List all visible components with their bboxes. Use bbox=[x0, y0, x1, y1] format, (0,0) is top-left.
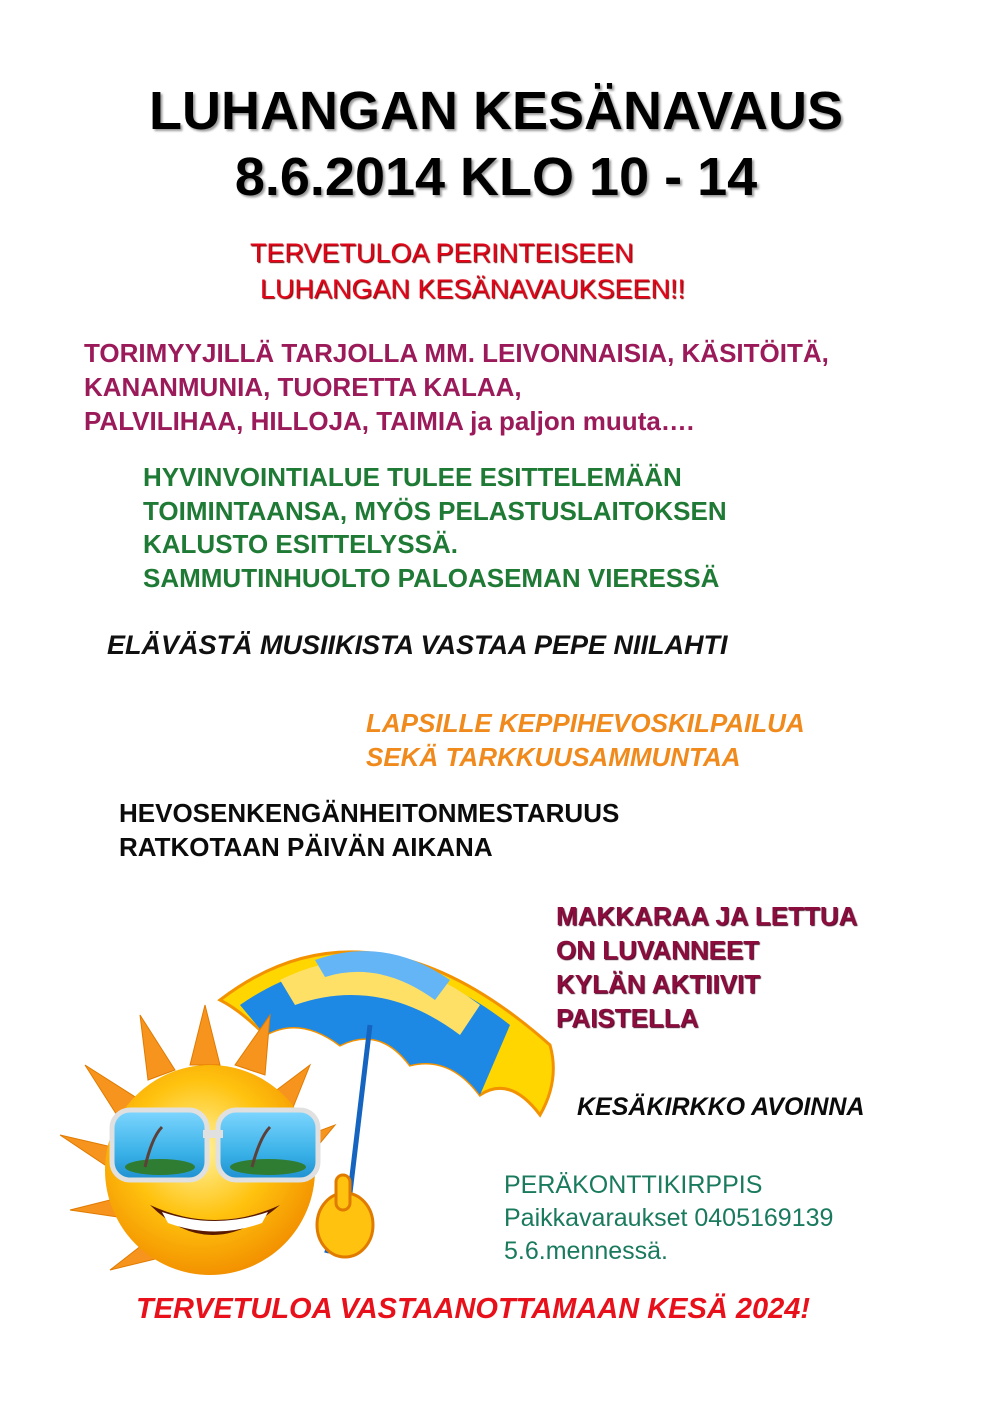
horseshoe-line-1: HEVOSENKENGÄNHEITONMESTARUUS bbox=[119, 798, 620, 828]
flea-line-3: 5.6.mennessä. bbox=[504, 1237, 668, 1265]
thumbs-up-hand-icon bbox=[317, 1175, 373, 1257]
vendors-line-3: PALVILIHAA, HILLOJA, TAIMIA ja paljon muuta…. bbox=[84, 406, 695, 436]
kids-line-2: SEKÄ TARKKUUSAMMUNTAA bbox=[366, 742, 741, 772]
title-line-2: 8.6.2014 KLO 10 - 14 bbox=[234, 147, 758, 207]
live-music-text: ELÄVÄSTÄ MUSIIKISTA VASTAA PEPE NIILAHTI bbox=[107, 630, 728, 660]
market-vendors-text bbox=[84, 336, 829, 438]
vendors-line-1: TORIMYYJILLÄ TARJOLLA MM. LEIVONNAISIA, KÄSITÖITÄ, bbox=[84, 338, 829, 368]
horseshoe-championship-text bbox=[119, 796, 619, 864]
wellbeing-services-text bbox=[143, 461, 727, 595]
welcome-text bbox=[250, 235, 685, 307]
page-title bbox=[0, 78, 992, 210]
sausage-line-3: KYLÄN AKTIIVIT bbox=[556, 969, 761, 999]
sausage-line-1: MAKKARAA JA LETTUA bbox=[556, 901, 858, 931]
welcome-line-1: TERVETULOA PERINTEISEEN bbox=[250, 238, 634, 268]
flea-line-2: Paikkavaraukset 0405169139 bbox=[504, 1204, 834, 1232]
flea-line-1: PERÄKONTTIKIRPPIS bbox=[504, 1171, 763, 1199]
vendors-line-2: KANANMUNIA, TUORETTA KALAA, bbox=[84, 372, 522, 402]
sausage-line-2: ON LUVANNEET bbox=[556, 935, 760, 965]
title-line-1: LUHANGAN KESÄNAVAUS bbox=[148, 81, 843, 141]
footer-welcome-text: TERVETULOA VASTAANOTTAMAAN KESÄ 2024! bbox=[136, 1293, 811, 1325]
summer-church-text: KESÄKIRKKO AVOINNA bbox=[577, 1093, 865, 1121]
horseshoe-line-2: RATKOTAAN PÄIVÄN AIKANA bbox=[119, 832, 493, 862]
welcome-line-2: LUHANGAN KESÄNAVAUKSEEN!! bbox=[260, 274, 686, 304]
sausage-line-4: PAISTELLA bbox=[556, 1003, 699, 1033]
health-line-4: SAMMUTINHUOLTO PALOASEMAN VIERESSÄ bbox=[143, 562, 720, 593]
kids-line-1: LAPSILLE KEPPIHEVOSKILPAILUA bbox=[366, 708, 805, 738]
sausage-pancake-text bbox=[556, 899, 857, 1035]
kids-activities-text bbox=[366, 706, 805, 774]
health-line-3: KALUSTO ESITTELYSSÄ. bbox=[143, 529, 458, 559]
health-line-1: HYVINVOINTIALUE TULEE ESITTELEMÄÄN bbox=[143, 462, 682, 492]
health-line-2: TOIMINTAANSA, MYÖS PELASTUSLAITOKSEN bbox=[143, 495, 727, 526]
sun-umbrella-illustration bbox=[40, 905, 570, 1325]
